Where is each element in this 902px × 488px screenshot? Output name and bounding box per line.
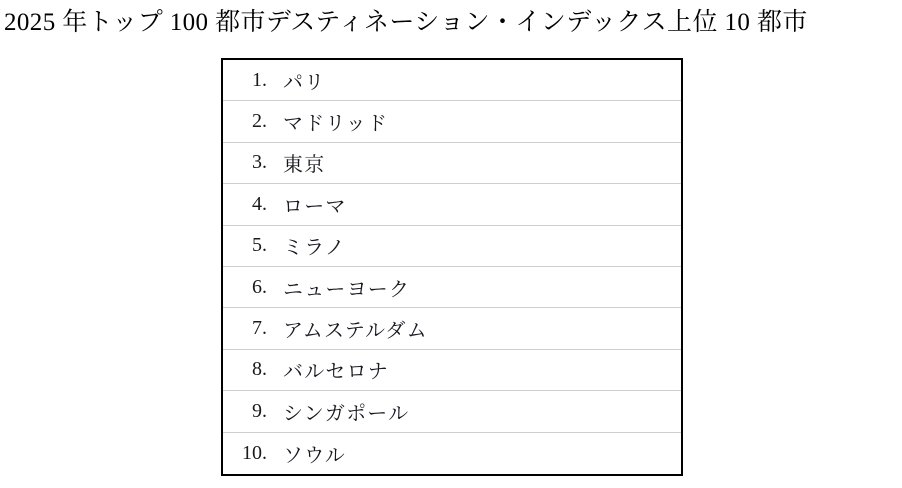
rank-number: 7. — [252, 317, 267, 340]
rank-number: 1. — [252, 68, 267, 91]
page-title: 2025 年トップ 100 都市デスティネーション・インデックス上位 10 都市 — [4, 9, 808, 36]
rank-number: 10. — [242, 441, 267, 464]
rank-number: 3. — [252, 151, 267, 174]
city-name: ソウル — [283, 444, 346, 467]
city-name: シンガポール — [283, 402, 410, 425]
rank-number: 6. — [252, 275, 267, 298]
list-item — [223, 60, 681, 101]
city-name: マドリッド — [283, 113, 389, 136]
list-item — [223, 101, 681, 142]
rank-number: 4. — [252, 192, 267, 215]
city-name: ローマ — [283, 195, 347, 218]
city-name: パリ — [283, 71, 326, 94]
list-item — [223, 226, 681, 267]
list-item — [223, 350, 681, 391]
city-name: 東京 — [283, 154, 326, 177]
list-item — [223, 184, 681, 225]
city-name: ニューヨーク — [283, 278, 411, 301]
list-item — [223, 143, 681, 184]
rank-number: 9. — [252, 399, 267, 422]
rank-number: 5. — [252, 234, 267, 257]
list-item — [223, 433, 681, 474]
rank-number: 8. — [252, 358, 267, 381]
ranking-list — [221, 58, 683, 476]
city-name: バルセロナ — [283, 361, 389, 384]
list-item — [223, 391, 681, 432]
list-item — [223, 308, 681, 349]
list-item — [223, 267, 681, 308]
city-name: アムステルダム — [283, 320, 428, 343]
city-name: ミラノ — [283, 237, 346, 260]
rank-number: 2. — [252, 110, 267, 133]
